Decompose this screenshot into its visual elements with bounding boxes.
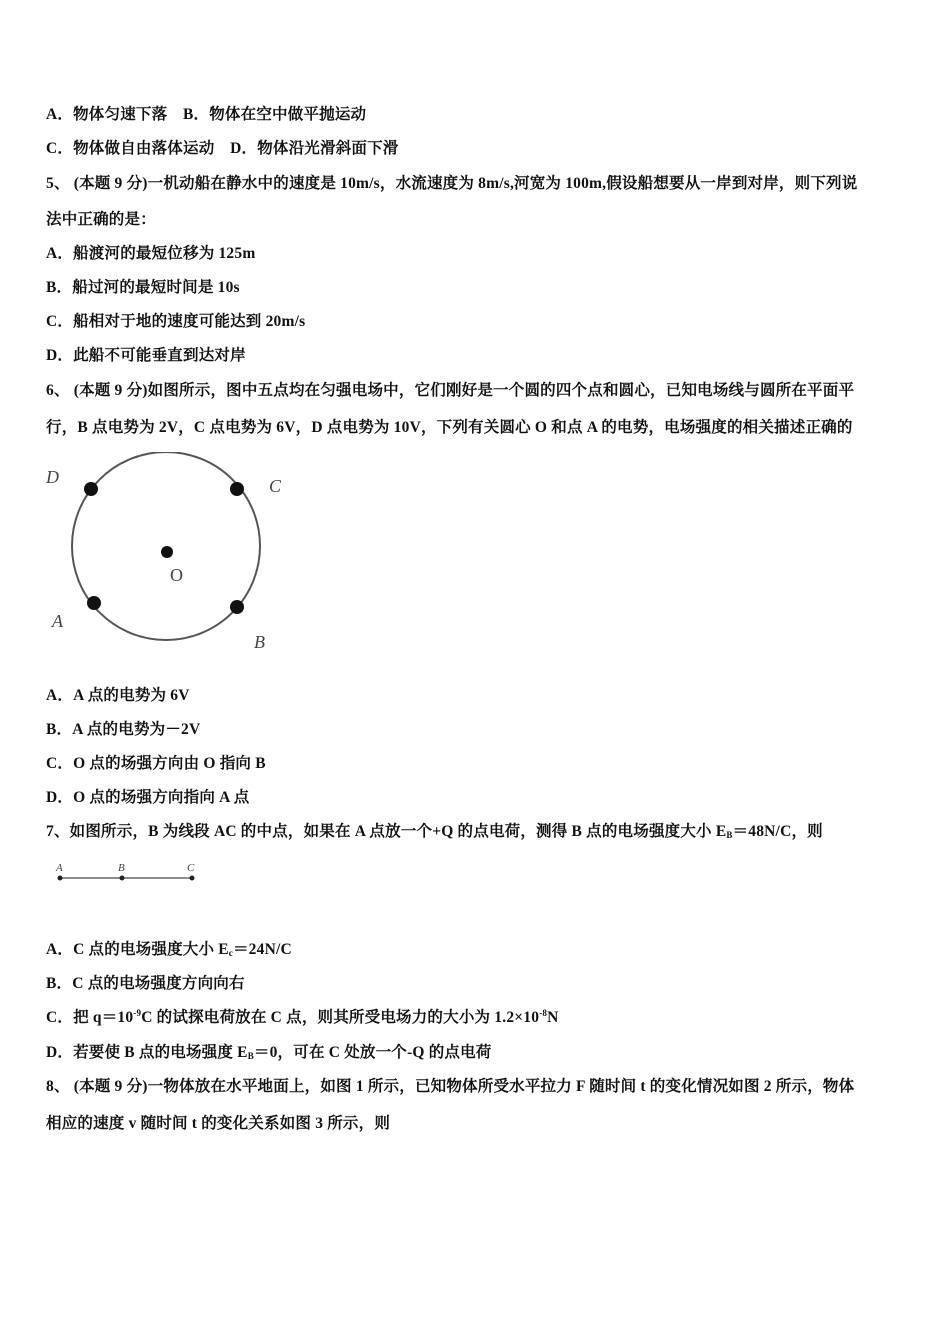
point-c — [230, 482, 244, 496]
q5-stem-line2: 法中正确的是： — [46, 211, 156, 228]
label-b: B — [118, 862, 125, 874]
q7-option-c — [46, 1005, 559, 1027]
point-b — [230, 600, 244, 614]
q5-stem-line1: 5、 (本题 9 分)一机动船在静水中的速度是 10m/s，水流速度为 8m/s,河宽为 100m,假设船想要从一岸到对岸，则下列说 — [46, 175, 858, 192]
label-a: A — [52, 611, 63, 631]
point-a — [87, 596, 101, 610]
label-c: C — [187, 862, 195, 874]
q7-stem-text: 7、如图所示，B 为线段 AC 的中点，如果在 A 点放一个+Q 的点电荷，测得 B 点的电场强度大小 E — [46, 823, 727, 840]
q7-option-b: B．C 点的电场强度方向向右 — [46, 975, 245, 992]
q7-option-c-middle: C 的试探电荷放在 C 点，则其所受电场力的大小为 1.2×10 — [141, 1009, 540, 1026]
q6-option-a: A．A 点的电势为 6V — [46, 687, 190, 704]
label-d: D — [46, 467, 59, 487]
q7-option-d-end: ＝0，可在 C 处放一个-Q 的点电荷 — [253, 1044, 492, 1061]
q6-option-d: D．O 点的场强方向指向 A 点 — [46, 789, 250, 806]
q5-option-d: D．此船不可能垂直到达对岸 — [46, 347, 246, 364]
q4-options-ab: A．物体匀速下落 B．物体在空中做平抛运动 — [46, 106, 367, 123]
q5-option-a: A．船渡河的最短位移为 125m — [46, 245, 256, 262]
q7-stem — [46, 819, 823, 841]
q7-stem-subscript: B — [726, 830, 733, 840]
q7-option-a-end: ＝24N/C — [232, 941, 292, 958]
q7-option-a-text: A．C 点的电场强度大小 E — [46, 941, 229, 958]
q7-option-d — [46, 1040, 492, 1062]
circle-field-figure — [40, 452, 300, 662]
q7-option-c-exponent1: -9 — [133, 1008, 142, 1018]
q7-option-a-subscript: c — [228, 948, 233, 958]
q8-stem-line2: 相应的速度 v 随时间 t 的变化关系如图 3 所示，则 — [46, 1115, 391, 1132]
q6-stem-line2: 行，B 点电势为 2V，C 点电势为 6V，D 点电势为 10V，下列有关圆心 O 和点 A 的电势，电场强度的相关描述正确的 — [46, 419, 853, 436]
label-a: A — [56, 862, 63, 874]
q7-stem-end: ＝48N/C，则 — [732, 823, 823, 840]
q7-option-c-end: N — [547, 1009, 559, 1026]
q6-option-c: C．O 点的场强方向由 O 指向 B — [46, 755, 266, 772]
label-c: C — [269, 476, 282, 496]
q5-option-c: C．船相对于地的速度可能达到 20m/s — [46, 313, 306, 330]
q5-option-b: B．船过河的最短时间是 10s — [46, 279, 240, 296]
label-o: O — [170, 565, 183, 585]
q6-stem-line1: 6、 (本题 9 分)如图所示，图中五点均在匀强电场中，它们刚好是一个圆的四个点和圆心，已知电场线与圆所在平面平 — [46, 382, 855, 399]
q4-options-cd: C．物体做自由落体运动 D．物体沿光滑斜面下滑 — [46, 140, 399, 157]
q8-stem-line1: 8、 (本题 9 分)一物体放在水平地面上，如图 1 所示，已知物体所受水平拉力 F 随时间 t 的变化情况如图 2 所示，物体 — [46, 1078, 855, 1095]
q7-option-d-subscript: B — [247, 1051, 254, 1061]
q7-option-c-exponent2: -8 — [539, 1008, 548, 1018]
point-a — [58, 876, 63, 881]
point-c — [190, 876, 195, 881]
q7-option-a — [46, 937, 292, 959]
segment-ac-figure — [52, 858, 202, 888]
point-o — [161, 546, 173, 558]
q6-option-b: B．A 点的电势为－2V — [46, 721, 201, 738]
label-b: B — [254, 632, 265, 652]
circle-outline — [72, 452, 260, 640]
point-d — [84, 482, 98, 496]
q7-option-c-text: C．把 q＝10 — [46, 1009, 134, 1026]
q7-option-d-text: D．若要使 B 点的电场强度 E — [46, 1044, 248, 1061]
point-b — [120, 876, 125, 881]
